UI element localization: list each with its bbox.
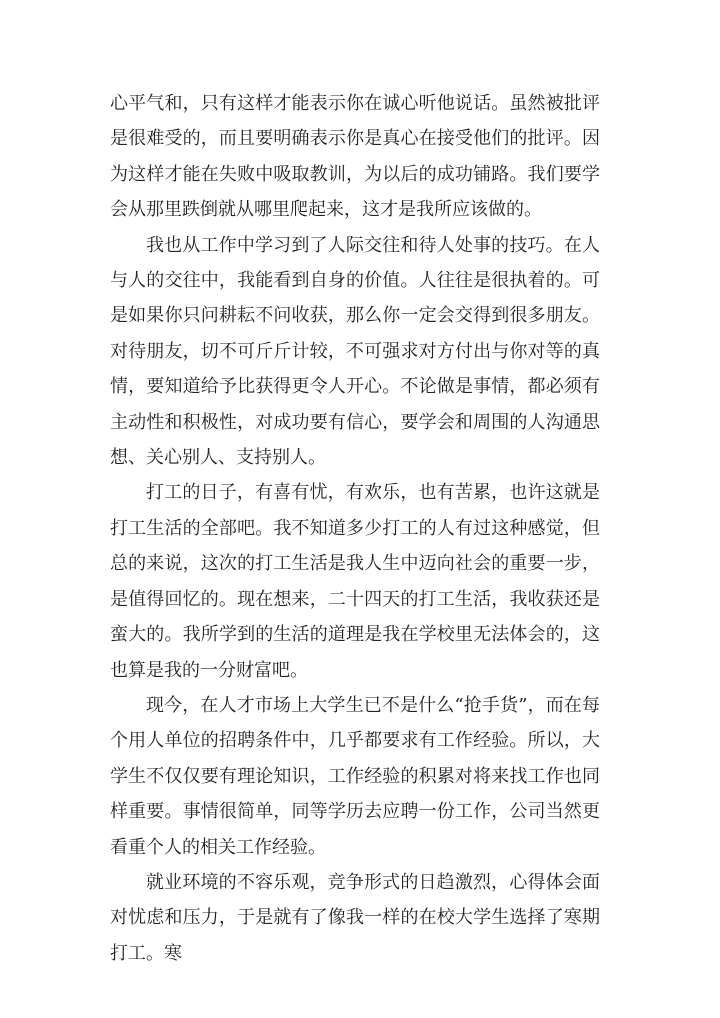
paragraph-1: 心平气和，只有这样才能表示你在诚心听他说话。虽然被批评是很难受的，而且要明确表示你是真心在接受他们的批评。因为这样才能在失败中吸取教训，为以后的成功铺路。我们要学会从那里跌倒就从哪里爬起来，这才是我所应该做的。 [110,93,600,221]
paragraph-4: 现今，在人才市场上大学生已不是什么“抢手货”，而在每个用人单位的招聘条件中，几乎都要求有工作经验。所以，大学生不仅仅要有理论知识，工作经验的积累对将来找工作也同样重要。事情很简单，同等学历去应聘一份工作，公司当然更看重个人的相关工作经验。 [110,694,600,858]
paragraph-3: 打工的日子，有喜有忧，有欢乐，也有苦累，也许这就是打工生活的全部吧。我不知道多少打工的人有过这种感觉，但总的来说，这次的打工生活是我人生中迈向社会的重要一步，是值得回忆的。现在想来，二十四天的打工生活，我收获还是蛮大的。我所学到的生活的道理是我在学校里无法体会的，这也算是我的一分财富吧。 [110,482,600,681]
paragraph-2: 我也从工作中学习到了人际交往和待人处事的技巧。在人与人的交往中，我能看到自身的价值。人往往是很执着的。可是如果你只问耕耘不问收获，那么你一定会交得到很多朋友。对待朋友，切不可斤斤计较，不可强求对方付出与你对等的真情，要知道给予比获得更令人开心。不论做是事情，都必须有主动性和积极性，对成功要有信心，要学会和周围的人沟通思想、关心别人、支持别人。 [110,234,600,469]
paragraph-5: 就业环境的不容乐观，竞争形式的日趋激烈，心得体会面对忧虑和压力，于是就有了像我一样的在校大学生选择了寒期打工。寒 [110,871,600,964]
document-body [110,86,600,971]
